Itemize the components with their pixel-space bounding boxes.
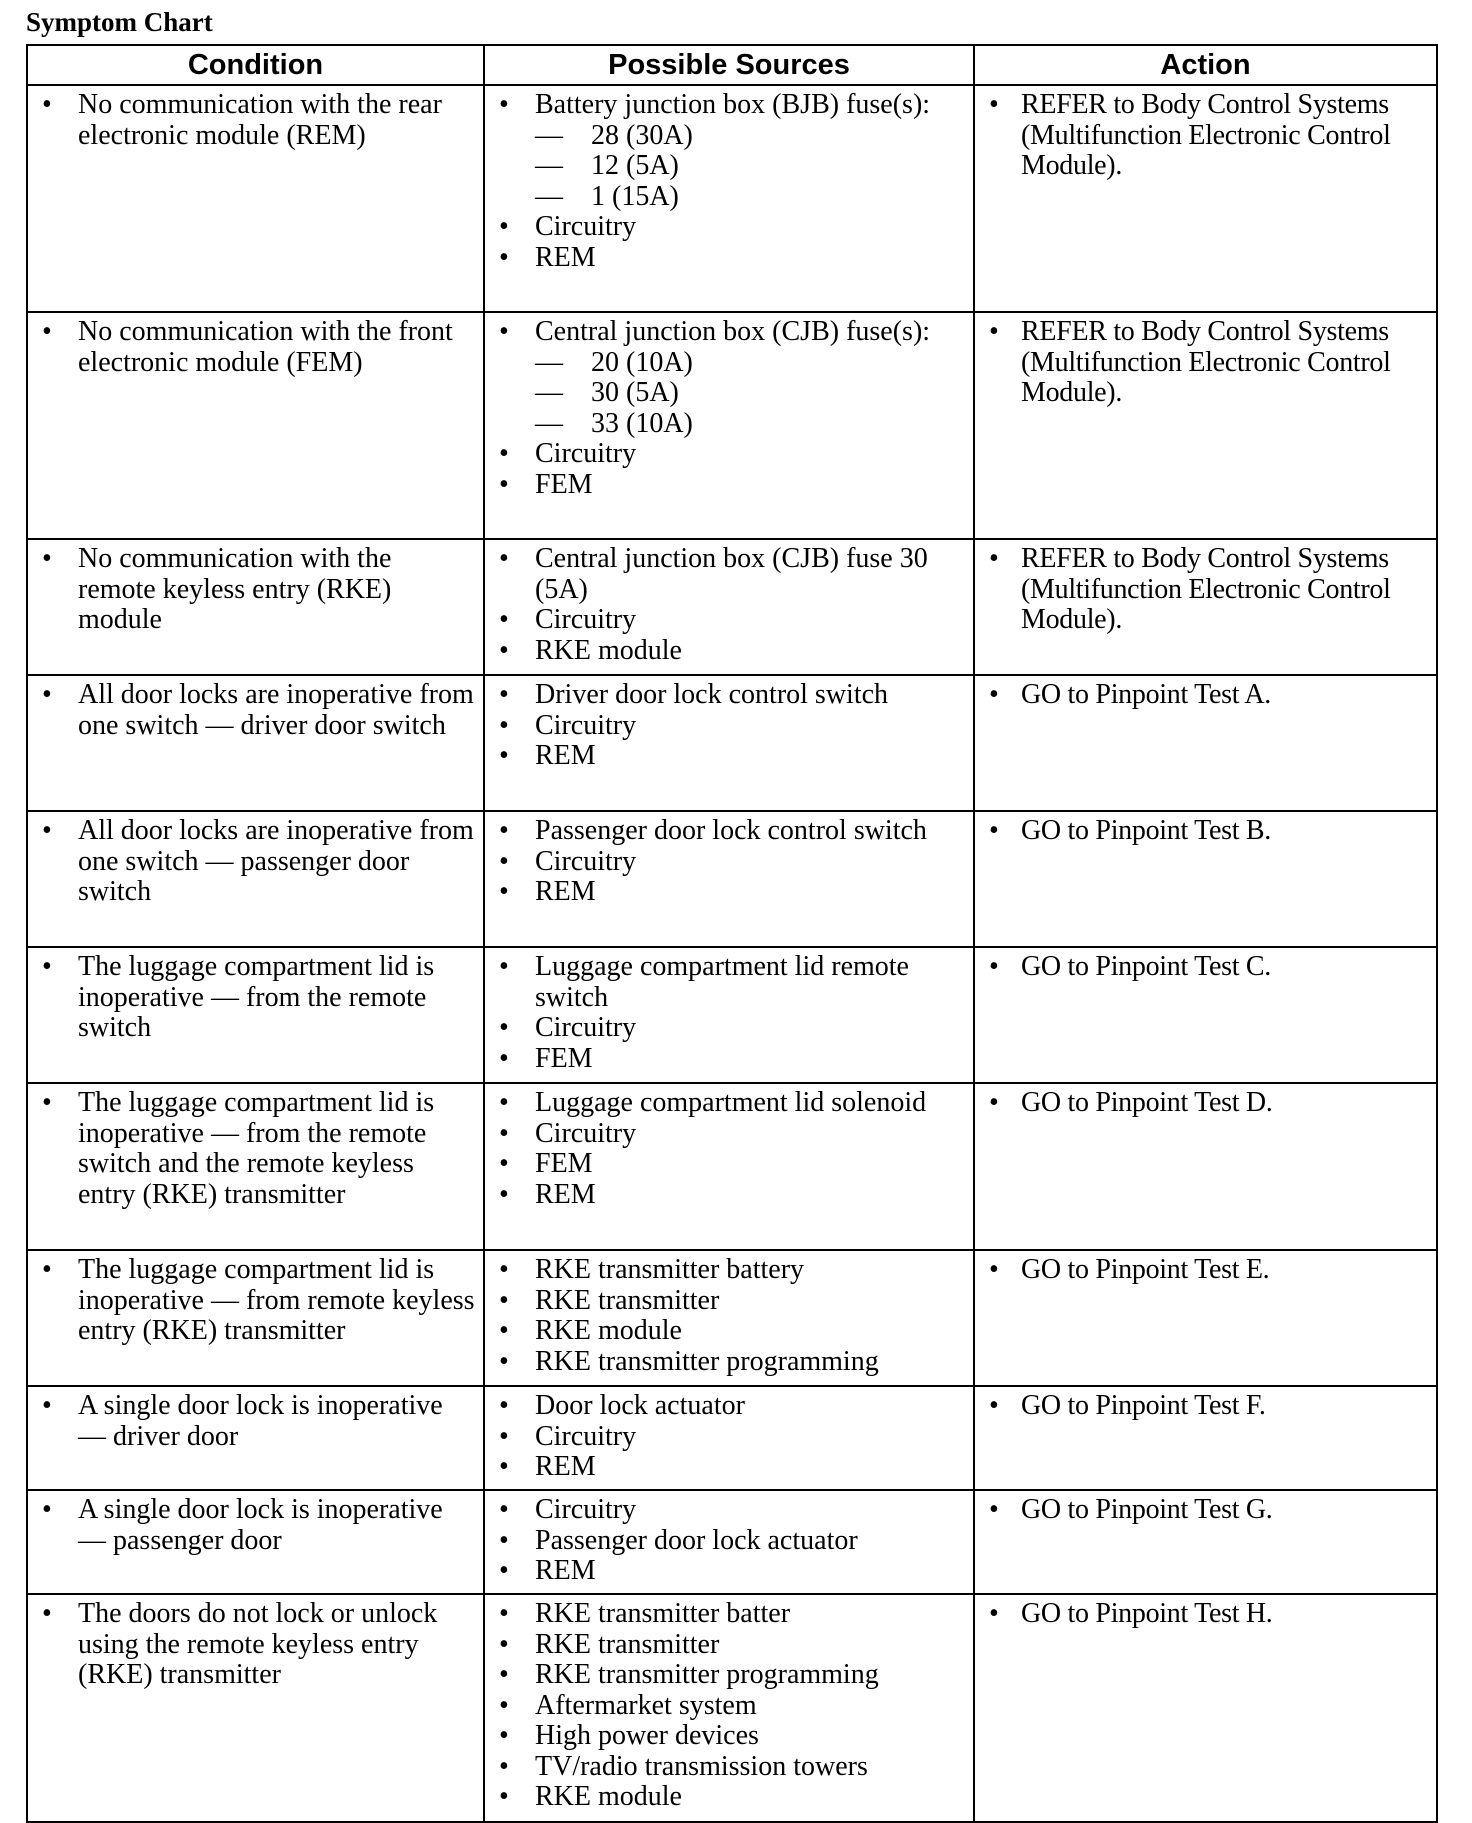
source-item: • Circuitry — [497, 1119, 965, 1150]
table-row — [27, 1594, 1437, 1822]
table-row — [27, 675, 1437, 811]
condition-cell — [27, 85, 484, 312]
source-item: • Circuitry — [497, 605, 965, 636]
column-header-action: Action — [974, 45, 1437, 85]
sources-cell — [484, 85, 974, 312]
source-item: • Central junction box (CJB) fuse 30 (5A) — [497, 544, 965, 605]
source-item: • RKE transmitter programming — [497, 1347, 965, 1378]
source-item: • Battery junction box (BJB) fuse(s): — [497, 90, 965, 121]
sources-cell — [484, 312, 974, 539]
table-row — [27, 1250, 1437, 1386]
source-item: • RKE transmitter — [497, 1286, 965, 1317]
source-item: • Circuitry — [497, 212, 965, 243]
action-cell — [974, 312, 1437, 539]
fuse-item: — 1 (15A) — [497, 182, 965, 213]
condition-text: • The luggage compartment lid is inoperative — from the remote switch — [40, 952, 475, 1044]
sources-cell — [484, 539, 974, 675]
source-item: • Circuitry — [497, 1495, 965, 1526]
source-item: • REM — [497, 741, 965, 772]
action-cell — [974, 1250, 1437, 1386]
condition-text: • All door locks are inoperative from one switch — driver door switch — [40, 680, 475, 741]
condition-cell — [27, 811, 484, 947]
source-item: • Circuitry — [497, 847, 965, 878]
action-cell — [974, 1083, 1437, 1250]
source-item: • Passenger door lock control switch — [497, 816, 965, 847]
action-text: • GO to Pinpoint Test G. — [987, 1495, 1428, 1526]
action-cell — [974, 85, 1437, 312]
sources-cell — [484, 1386, 974, 1490]
source-item: • Luggage compartment lid remote switch — [497, 952, 965, 1013]
source-item: • FEM — [497, 1149, 965, 1180]
column-header-condition: Condition — [27, 45, 484, 85]
source-item: • Circuitry — [497, 1013, 965, 1044]
source-item: • RKE module — [497, 1782, 965, 1813]
action-cell — [974, 1490, 1437, 1594]
source-item: • Circuitry — [497, 439, 965, 470]
action-text: • GO to Pinpoint Test C. — [987, 952, 1428, 983]
source-item: • REM — [497, 877, 965, 908]
condition-text: • The luggage compartment lid is inoperative — from the remote switch and the remote keyless entry (RKE) transmitter — [40, 1088, 475, 1210]
condition-cell — [27, 947, 484, 1083]
source-item: • RKE module — [497, 1316, 965, 1347]
source-item: • REM — [497, 1180, 965, 1211]
condition-cell — [27, 1083, 484, 1250]
fuse-item: — 12 (5A) — [497, 151, 965, 182]
table-row — [27, 1386, 1437, 1490]
action-text: • GO to Pinpoint Test D. — [987, 1088, 1428, 1119]
source-item: • Driver door lock control switch — [497, 680, 965, 711]
action-cell — [974, 947, 1437, 1083]
action-cell — [974, 811, 1437, 947]
source-item: • Circuitry — [497, 711, 965, 742]
action-cell — [974, 1594, 1437, 1822]
source-item: • Circuitry — [497, 1422, 965, 1453]
sources-cell — [484, 675, 974, 811]
condition-text: • No communication with the remote keyless entry (RKE) module — [40, 544, 475, 636]
symptom-chart-page — [26, 4, 1436, 1823]
action-text: • GO to Pinpoint Test E. — [987, 1255, 1428, 1286]
condition-cell — [27, 539, 484, 675]
source-item: • REM — [497, 1556, 965, 1587]
column-header-sources: Possible Sources — [484, 45, 974, 85]
source-item: • RKE transmitter programming — [497, 1660, 965, 1691]
chart-title: Symptom Chart — [26, 7, 213, 37]
sources-cell — [484, 947, 974, 1083]
source-item: • Luggage compartment lid solenoid — [497, 1088, 965, 1119]
sources-cell — [484, 1250, 974, 1386]
action-text: • REFER to Body Control Systems (Multifunction Electronic Control Module). — [987, 544, 1428, 636]
source-item: • REM — [497, 243, 965, 274]
symptom-chart-table — [26, 44, 1438, 1823]
table-row — [27, 85, 1437, 312]
condition-cell — [27, 1386, 484, 1490]
source-item: • RKE transmitter batter — [497, 1599, 965, 1630]
source-item: • REM — [497, 1452, 965, 1483]
condition-text: • No communication with the front electronic module (FEM) — [40, 317, 475, 378]
condition-text: • A single door lock is inoperative — driver door — [40, 1391, 475, 1452]
fuse-item: — 28 (30A) — [497, 121, 965, 152]
sources-cell — [484, 1083, 974, 1250]
action-text: • REFER to Body Control Systems (Multifunction Electronic Control Module). — [987, 90, 1428, 182]
condition-cell — [27, 675, 484, 811]
action-text: • REFER to Body Control Systems (Multifunction Electronic Control Module). — [987, 317, 1428, 409]
sources-cell — [484, 1490, 974, 1594]
source-item: • FEM — [497, 1044, 965, 1075]
header-row — [27, 45, 1437, 85]
table-row — [27, 1490, 1437, 1594]
source-item: • Passenger door lock actuator — [497, 1526, 965, 1557]
table-row — [27, 947, 1437, 1083]
condition-text: • The luggage compartment lid is inoperative — from remote keyless entry (RKE) transmitter — [40, 1255, 475, 1347]
action-text: • GO to Pinpoint Test F. — [987, 1391, 1428, 1422]
action-cell — [974, 539, 1437, 675]
condition-cell — [27, 312, 484, 539]
table-row — [27, 539, 1437, 675]
condition-cell — [27, 1594, 484, 1822]
condition-text: • A single door lock is inoperative — passenger door — [40, 1495, 475, 1556]
sources-cell — [484, 1594, 974, 1822]
chart-body — [27, 85, 1437, 1822]
table-row — [27, 312, 1437, 539]
action-text: • GO to Pinpoint Test H. — [987, 1599, 1428, 1630]
fuse-item: — 33 (10A) — [497, 409, 965, 440]
condition-text: • All door locks are inoperative from one switch — passenger door switch — [40, 816, 475, 908]
condition-cell — [27, 1250, 484, 1386]
source-item: • High power devices — [497, 1721, 965, 1752]
source-item: • RKE transmitter battery — [497, 1255, 965, 1286]
fuse-item: — 30 (5A) — [497, 378, 965, 409]
source-item: • Central junction box (CJB) fuse(s): — [497, 317, 965, 348]
table-row — [27, 1083, 1437, 1250]
condition-text: • The doors do not lock or unlock using the remote keyless entry (RKE) transmitter — [40, 1599, 475, 1691]
action-text: • GO to Pinpoint Test B. — [987, 816, 1428, 847]
source-item: • Door lock actuator — [497, 1391, 965, 1422]
sources-cell — [484, 811, 974, 947]
condition-cell — [27, 1490, 484, 1594]
source-item: • RKE transmitter — [497, 1630, 965, 1661]
action-cell — [974, 1386, 1437, 1490]
source-item: • Aftermarket system — [497, 1691, 965, 1722]
action-text: • GO to Pinpoint Test A. — [987, 680, 1428, 711]
source-item: • RKE module — [497, 636, 965, 667]
action-cell — [974, 675, 1437, 811]
table-row — [27, 811, 1437, 947]
source-item: • FEM — [497, 470, 965, 501]
fuse-item: — 20 (10A) — [497, 348, 965, 379]
source-item: • TV/radio transmission towers — [497, 1752, 965, 1783]
condition-text: • No communication with the rear electronic module (REM) — [40, 90, 475, 151]
